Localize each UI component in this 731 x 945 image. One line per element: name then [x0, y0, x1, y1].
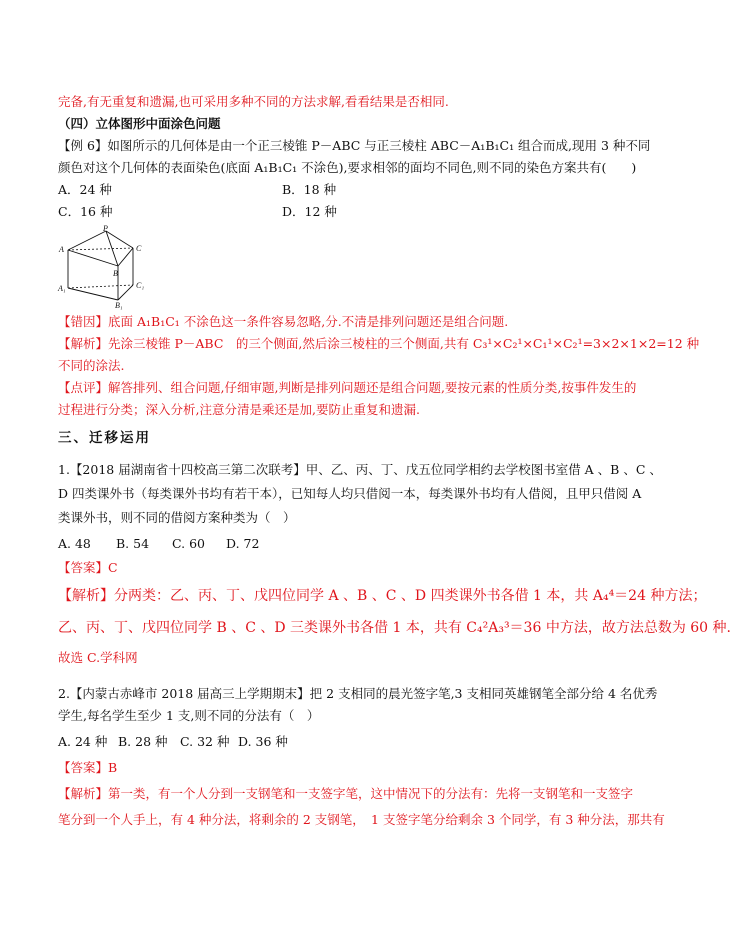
analysis-line-2: 不同的涂法.: [58, 358, 125, 373]
label-a1: A₁: [58, 284, 66, 293]
q2-line-2: 学生,每名学生至少 1 支,则不同的分法有（ ）: [58, 708, 320, 723]
q2-line-1: 2.【内蒙古赤峰市 2018 届高三上学期期末】把 2 支相同的晨光签字笔,3 支相同英雄钢笔全部分给 4 名优秀: [58, 686, 658, 701]
q2-option-a: A. 24 种: [58, 734, 108, 749]
label-a: A: [59, 245, 64, 254]
q2-solution-line-2: 笔分到一个人手上，有 4 种分法，将剩余的 2 支钢笔， 1 支签字笔分给剩余 3 个同学，有 3 种分法，那共有: [58, 812, 665, 827]
error-cause: 【错因】底面 A₁B₁C₁ 不涂色这一条件容易忽略,分.不清是排列问题还是组合问题.: [58, 314, 509, 329]
label-b: B: [113, 269, 118, 278]
q1-solution-line-1: 【解析】分两类：乙、丙、丁、戊四位同学 A 、B 、C 、D 四类课外书各借 1 本，共 A₄⁴＝24 种方法；: [58, 588, 707, 604]
option-b: B．18 种: [282, 182, 337, 197]
comment-line-2: 过程进行分类；深入分析,注意分清是乘还是加,要防止重复和遗漏.: [58, 402, 420, 417]
analysis-line-1: 【解析】先涂三棱锥 P－ABC 的三个侧面,然后涂三棱柱的三个侧面,共有 C₃¹×C₂¹×C₁¹×C₂¹=3×2×1×2=12 种: [58, 336, 700, 351]
label-c1: C₁: [136, 281, 145, 290]
q1-line-1: 1.【2018 届湖南省十四校高三第二次联考】甲、乙、丙、丁、戊五位同学相约去学校图书室借 A 、B 、C 、: [58, 462, 662, 477]
example-6-line-1: 【例 6】如图所示的几何体是由一个正三棱锥 P－ABC 与正三棱柱 ABC－A₁B₁C₁ 组合而成,现用 3 种不同: [58, 138, 651, 153]
q2-answer: 【答案】B: [58, 760, 118, 775]
label-p: P: [103, 224, 108, 233]
label-c: C: [136, 244, 142, 253]
option-d: D．12 种: [282, 204, 337, 219]
q2-option-d: D. 36 种: [238, 734, 288, 749]
q1-option-c: C. 60: [172, 536, 205, 551]
q1-answer: 【答案】C: [58, 560, 118, 575]
q1-option-d: D. 72: [226, 536, 260, 551]
comment-line-1: 【点评】解答排列、组合问题,仔细审题,判断是排列问题还是组合问题,要按元素的性质分类,按事件发生的: [58, 380, 637, 395]
q1-line-2: D 四类课外书（每类课外书均有若干本），已知每人均只借阅一本，每类课外书均有人借阅，且甲只借阅 A: [58, 486, 642, 501]
label-b1: B₁: [115, 301, 123, 310]
q2-option-c: C. 32 种: [180, 734, 230, 749]
q1-solution-line-3: 故选 C.学科网: [58, 650, 138, 665]
option-c: C．16 种: [58, 204, 113, 219]
q1-option-b: B. 54: [116, 536, 150, 551]
q2-solution-line-1: 【解析】第一类，有一个人分到一支钢笔和一支签字笔，这中情况下的分法有：先将一支钢笔和一支签字: [58, 786, 634, 801]
q1-solution-line-2: 乙、丙、丁、戊四位同学 B 、C 、D 三类课外书各借 1 本，共有 C₄²A₃³＝36 中方法，故方法总数为 60 种.: [58, 620, 731, 636]
example-6-line-2: 颜色对这个几何体的表面染色(底面 A₁B₁C₁ 不涂色),要求相邻的面均不同色,则不同的染色方案共有( ): [58, 160, 637, 175]
section-3-heading: 三、迁移运用: [58, 430, 151, 446]
geometry-figure: [58, 224, 148, 310]
intro-text: 完备,有无重复和遗漏,也可采用多种不同的方法求解,看看结果是否相同.: [58, 94, 449, 109]
q1-option-a: A. 48: [58, 536, 91, 551]
q1-line-3: 类课外书，则不同的借阅方案种类为（ ）: [58, 510, 296, 525]
option-a: A．24 种: [58, 182, 112, 197]
section-4-heading: （四）立体图形中面涂色问题: [58, 116, 221, 131]
q2-option-b: B. 28 种: [118, 734, 168, 749]
